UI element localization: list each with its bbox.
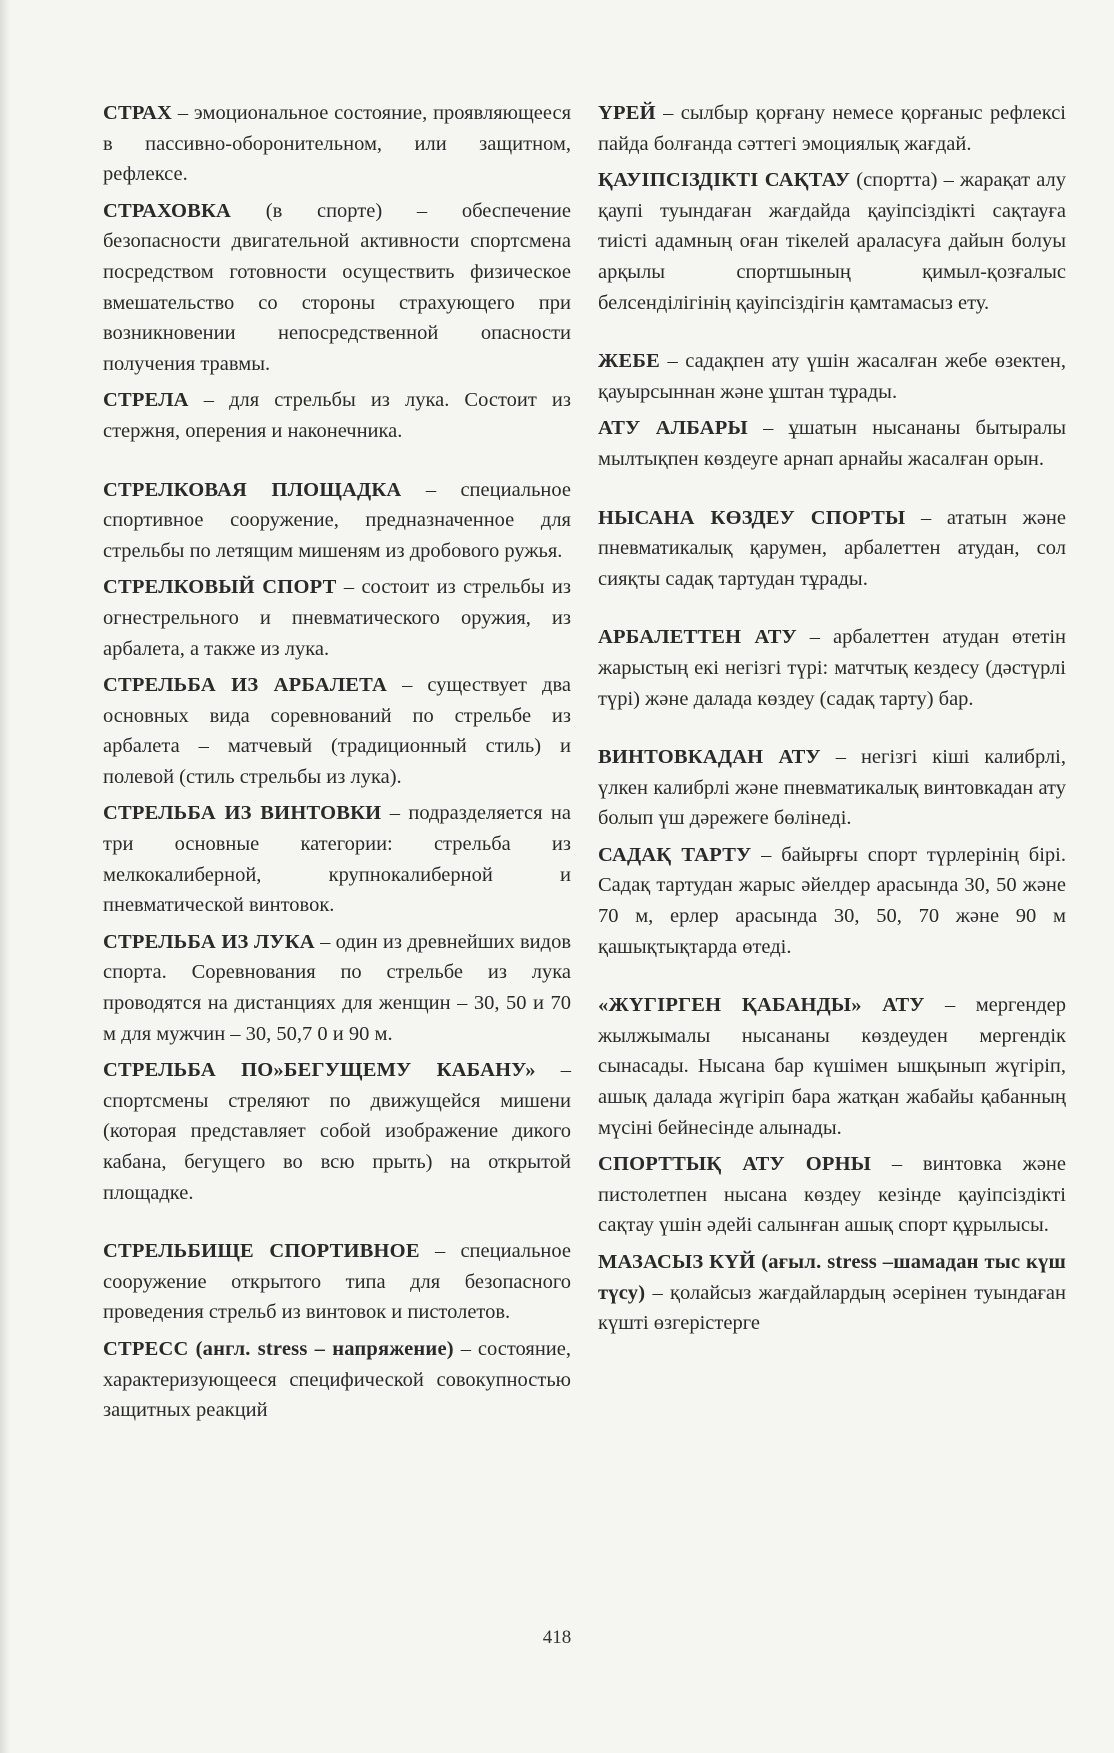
- entry-term: НЫСАНА КӨЗДЕУ СПОРТЫ: [598, 506, 906, 529]
- entry-sporttyk-atu-orny: [598, 1149, 1066, 1241]
- entry-strelbishche: [103, 1236, 571, 1328]
- entry-term: СТРАХ: [103, 102, 172, 124]
- entry-term: СТРЕЛЬБА ИЗ ЛУКА: [103, 930, 315, 953]
- entry-definition: (спортта) – жарақат алу қаупі туындаған жағдайда қауіпсіздікті сақтауға тиісті адамның оған тікелей араласуға дайын болуы арқылы спортшының қимыл-қозғалыс белсенділігінің қауіпсіздігін қамтамасыз ету.: [598, 169, 1067, 314]
- entry-term: ҚАУІПСІЗДІКТІ САҚТАУ: [598, 169, 851, 192]
- entry-definition: – қолайсыз жағдайлардың әсерінен туындаған күшті өзгерістерге: [598, 1281, 1066, 1335]
- entry-term: СПОРТТЫҚ АТУ ОРНЫ: [598, 1153, 872, 1176]
- entry-atu-albary: [598, 413, 1066, 474]
- entry-strelba-po-beg-kabanu: [103, 1055, 571, 1208]
- entry-term: «ЖҮГІРГЕН ҚАБАНДЫ» АТУ: [598, 994, 925, 1017]
- entry-definition: – специальное сооружение открытого типа для безопасного проведения стрельб из винтовок и пистолетов.: [103, 1240, 571, 1324]
- entry-vintovkadan-atu: [598, 742, 1066, 834]
- page-fold-shadow: [0, 0, 10, 1753]
- entry-strakh: [103, 98, 571, 190]
- entry-term: СТРАХОВКА: [103, 199, 232, 222]
- entry-zhebe: [598, 346, 1066, 407]
- entry-strela: [103, 385, 571, 446]
- entry-nysana-kozdeu-sporty: [598, 503, 1066, 595]
- entry-strelkovaya-ploshchadka: [103, 475, 571, 567]
- entry-term: СТРЕЛЬБИЩЕ СПОРТИВНОЕ: [103, 1240, 420, 1263]
- entry-term: САДАҚ ТАРТУ: [598, 843, 752, 866]
- entry-kauipsizdikti-saktau: [598, 165, 1066, 318]
- entry-stress: [103, 1334, 571, 1426]
- entry-arbaletten-atu: [598, 622, 1066, 714]
- entry-definition: – мергендер жылжымалы нысананы көздеуден мергендік сынасады. Нысана бар күшімен ышқынып жүгіріп, ашық далада жүгіріп бара жатқан жабайы қабанның мүсіні бейнесінде алынады.: [598, 994, 1066, 1139]
- entry-definition: – эмоциональное состояние, проявляющееся в пассивно-оборонительном, или защитном, рефлексе.: [103, 102, 571, 186]
- entry-term: СТРЕЛКОВАЯ ПЛОЩАДКА: [103, 478, 402, 501]
- entry-strelkovyy-sport: [103, 572, 571, 664]
- entry-definition: – арбалеттен атудан өтетін жарыстың екі негізгі түрі: матчтық кездесу (дәстүрлі түрі) және далада көздеу (садақ тарту) бар.: [598, 626, 1066, 710]
- entry-term: СТРЕСС (англ. stress – напряжение): [103, 1337, 454, 1360]
- entry-term: СТРЕЛКОВЫЙ СПОРТ: [103, 576, 337, 599]
- entry-term: АРБАЛЕТТЕН АТУ: [598, 626, 797, 649]
- entry-definition: – негізгі кіші калибрлі, үлкен калибрлі және пневматикалық винтовкадан ату болып үш дәрежеге бөлінеді.: [598, 746, 1066, 830]
- entry-definition: – байырғы спорт түрлерінің бірі. Садақ тартудан жарыс әйелдер арасында 30, 50 және 70 м, ерлер арасында 30, 50, 70 және 90 м қашықтықтарда өтеді.: [598, 843, 1066, 958]
- entry-definition: – подразделяется на три основные категории: стрельба из мелкокалиберной, крупнокалиберной и пневматической винтовок.: [103, 802, 571, 917]
- left-column: [103, 98, 571, 1432]
- entry-definition: – спортсмены стреляют по движущейся мишени (которая представляет собой изображение дикого кабана, бегущего во всю прыть) на открытой площадке.: [103, 1059, 571, 1204]
- entry-term: СТРЕЛЬБА ИЗ ВИНТОВКИ: [103, 802, 382, 825]
- entry-sadak-tartu: [598, 840, 1066, 962]
- entry-strelba-iz-arbaleta: [103, 670, 571, 792]
- entry-term: ЖЕБЕ: [598, 350, 660, 373]
- entry-urey: [598, 98, 1066, 159]
- entry-definition: (в спорте) – обеспечение безопасности двигательной активности спортсмена посредством готовности осуществить физическое вмешательство со стороны страхующего при возникновении непосредственной опасности получения травмы.: [103, 199, 571, 375]
- entry-strakhovka: [103, 196, 571, 380]
- entry-definition: – ататын және пневматикалық қарумен, арбалеттен атудан, сол сияқты садақ тартудан тұрады.: [598, 506, 1066, 590]
- entry-term: СТРЕЛА: [103, 389, 189, 412]
- entry-zhugirgen-kabandy-atu: [598, 990, 1066, 1143]
- page-number: 418: [542, 1627, 572, 1648]
- entry-strelba-iz-vintovki: [103, 798, 571, 920]
- entry-term: СТРЕЛЬБА ИЗ АРБАЛЕТА: [103, 674, 388, 697]
- entry-definition: – садақпен ату үшін жасалған жебе өзектен, қауырсыннан және ұштан тұрады.: [598, 350, 1066, 403]
- entry-definition: – специальное спортивное сооружение, предназначенное для стрельбы по летящим мишеням из дробового ружья.: [103, 478, 571, 562]
- entry-term: ВИНТОВКАДАН АТУ: [598, 746, 821, 769]
- entry-definition: – ұшатын нысананы бытыралы мылтықпен көздеуге арнап арнайы жасалған орын.: [598, 417, 1066, 470]
- entry-definition: – для стрельбы из лука. Состоит из стержня, оперения и наконечника.: [103, 389, 571, 442]
- entry-strelba-iz-luka: [103, 927, 571, 1049]
- right-column: [598, 98, 1066, 1345]
- entry-definition: – сылбыр қорғану немесе қорғаныс рефлексі пайда болғанда сәттегі эмоциялық жағдай.: [598, 102, 1066, 155]
- entry-definition: – состоит из стрельбы из огнестрельного и пневматического оружия, из арбалета, а также из лука.: [103, 576, 571, 660]
- entry-term: МАЗАСЫЗ КҮЙ (ағыл. stress –шамадан тыс күш түсу): [598, 1251, 1066, 1304]
- entry-term: СТРЕЛЬБА ПО»БЕГУЩЕМУ КАБАНУ»: [103, 1059, 536, 1082]
- entry-definition: – один из древнейших видов спорта. Соревнования по стрельбе из лука проводятся на дистанциях для женщин – 30, 50 и 70 м для мужчин – 30, 50,7 0 и 90 м.: [103, 930, 571, 1045]
- entry-term: ҮРЕЙ: [598, 102, 656, 124]
- entry-definition: – существует два основных вида соревнований по стрельбе из арбалета – матчевый (традиционный стиль) и полевой (стиль стрельбы из лука).: [103, 674, 571, 788]
- entry-definition: – винтовка және пистолетпен нысана көздеу кезінде қауіпсіздікті сақтау үшін әдейі салынған ашық спорт құрылысы.: [598, 1153, 1066, 1237]
- entry-term: АТУ АЛБАРЫ: [598, 417, 748, 440]
- entry-mazasyz-kuy: [598, 1247, 1066, 1339]
- entry-definition: – состояние, характеризующееся специфической совокупностью защитных реакций: [103, 1337, 571, 1422]
